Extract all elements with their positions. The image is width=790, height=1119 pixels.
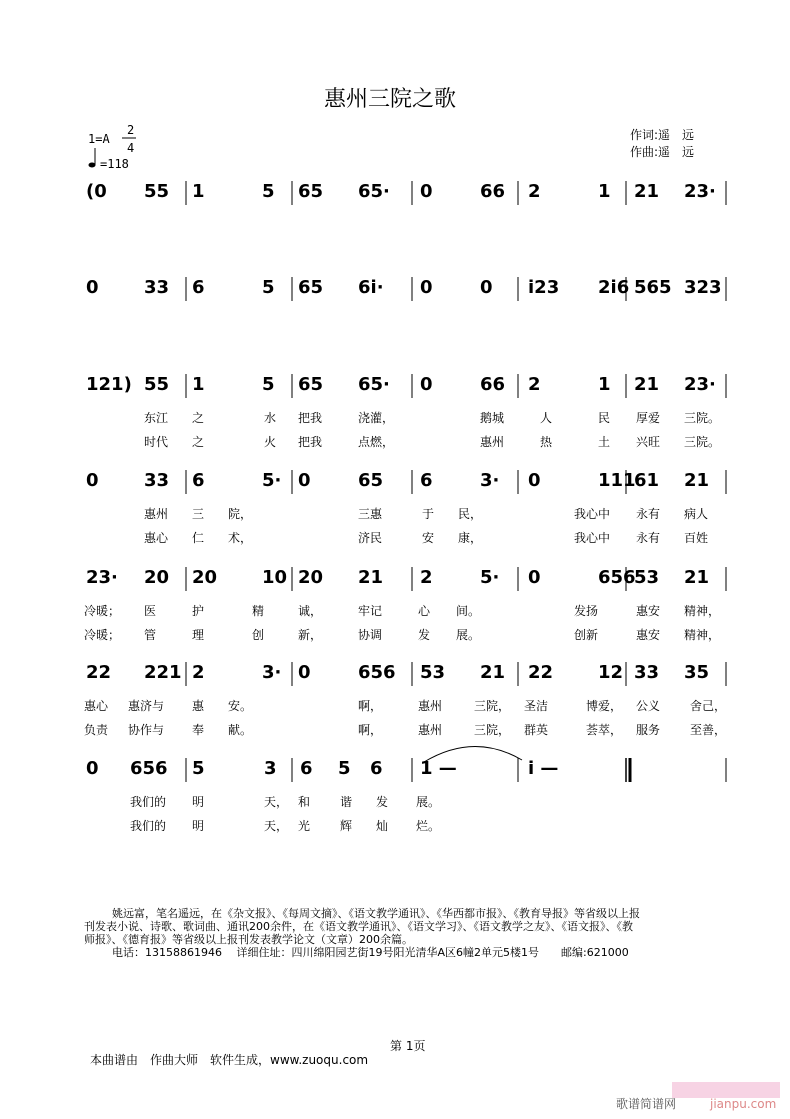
lyric: 精神， bbox=[684, 604, 721, 618]
note: 61 bbox=[634, 470, 660, 491]
lyric: 安 bbox=[422, 531, 435, 545]
lyric: 仁 bbox=[192, 531, 205, 545]
note: 6 bbox=[370, 758, 383, 779]
lyric: 民， bbox=[458, 507, 483, 521]
lyric: 创新 bbox=[574, 628, 599, 642]
bio-line: 刊发表小说、诗歌、歌词曲、通讯200余件，在《语文教学通讯》、《语文学习》、《语文教学之友》、《语文报》、《教 bbox=[84, 920, 633, 933]
note: 111 bbox=[598, 470, 636, 491]
lyric: 水 bbox=[264, 411, 277, 425]
note: 65· bbox=[358, 181, 390, 202]
lyric: 永有 bbox=[636, 507, 661, 521]
note: 33 bbox=[634, 662, 660, 683]
note: 21 bbox=[634, 374, 660, 395]
lyric: 三惠 bbox=[358, 507, 383, 521]
lyric: 我心中 bbox=[574, 531, 611, 545]
score-line bbox=[86, 277, 726, 301]
lyric: 火 bbox=[264, 435, 277, 449]
lyric: 烂。 bbox=[416, 819, 441, 833]
lyric: 发 bbox=[418, 628, 431, 642]
bio-line: 师报》、《德育报》等省级以上报刊发表教学论文（文章）200余篇。 bbox=[84, 933, 413, 946]
lyric: 心 bbox=[418, 604, 431, 618]
note: 66 bbox=[480, 374, 506, 395]
time-numerator: 2 bbox=[127, 123, 135, 137]
note: 5 bbox=[262, 374, 275, 395]
note: i — bbox=[528, 758, 559, 779]
note: (0 bbox=[86, 181, 107, 202]
note: 22 bbox=[86, 662, 112, 683]
lyric: 发 bbox=[376, 795, 389, 809]
lyric: 三院。 bbox=[684, 411, 721, 425]
lyric: 博爱， bbox=[586, 699, 623, 713]
note: 1 bbox=[598, 374, 611, 395]
note: 0 bbox=[528, 470, 541, 491]
note: 0 bbox=[528, 567, 541, 588]
lyric: 惠安 bbox=[636, 604, 661, 618]
score-line bbox=[86, 470, 726, 545]
lyric: 天， bbox=[264, 795, 289, 809]
note: 20 bbox=[298, 567, 324, 588]
note: 66 bbox=[480, 181, 506, 202]
lyric: 热 bbox=[540, 435, 553, 449]
note: 33 bbox=[144, 277, 170, 298]
lyric: 之 bbox=[192, 435, 205, 449]
lyric: 天， bbox=[264, 819, 289, 833]
lyric: 三院， bbox=[474, 723, 511, 737]
lyric: 奉 bbox=[192, 723, 205, 737]
note: 5 bbox=[262, 277, 275, 298]
note: 23· bbox=[86, 567, 118, 588]
note: 2i6 bbox=[598, 277, 630, 298]
note: 20 bbox=[192, 567, 218, 588]
note: 0 bbox=[420, 277, 433, 298]
note: 3· bbox=[262, 662, 282, 683]
note: 21 bbox=[480, 662, 506, 683]
watermark bbox=[616, 1082, 780, 1111]
lyric: 时代 bbox=[144, 435, 169, 449]
note: 20 bbox=[144, 567, 170, 588]
note: 35 bbox=[684, 662, 710, 683]
lyric: 把我 bbox=[298, 435, 323, 449]
lyric: 协调 bbox=[358, 628, 383, 642]
lyric: 三 bbox=[192, 507, 205, 521]
song-title: 惠州三院之歌 bbox=[323, 87, 457, 112]
lyric: 协作与 bbox=[128, 723, 165, 737]
note: 323 bbox=[684, 277, 722, 298]
note: 21 bbox=[634, 181, 660, 202]
note: 21 bbox=[684, 470, 710, 491]
lyric: 病人 bbox=[684, 507, 709, 521]
lyric: 创 bbox=[252, 628, 265, 642]
score-line bbox=[84, 567, 726, 642]
note: 3· bbox=[480, 470, 500, 491]
note: 5 bbox=[338, 758, 351, 779]
note: 2 bbox=[192, 662, 205, 683]
lyric: 舍己， bbox=[690, 699, 727, 713]
lyric: 惠安 bbox=[636, 628, 661, 642]
lyric: 光 bbox=[298, 819, 311, 833]
note: 6 bbox=[300, 758, 313, 779]
note: 0 bbox=[298, 470, 311, 491]
lyric: 荟萃， bbox=[586, 723, 623, 737]
svg-text:歌谱简谱网: 歌谱简谱网 bbox=[616, 1097, 677, 1111]
lyric: 之 bbox=[192, 411, 205, 425]
lyric: 惠州 bbox=[144, 507, 169, 521]
generator-note: 本曲谱由 作曲大师 软件生成，www.zuoqu.com bbox=[90, 1053, 369, 1067]
lyric: 诚， bbox=[298, 604, 323, 618]
note: 6 bbox=[420, 470, 433, 491]
note: 221 bbox=[144, 662, 182, 683]
lyric: 惠济与 bbox=[128, 699, 165, 713]
lyric: 院， bbox=[228, 507, 253, 521]
lyric: 精神， bbox=[684, 628, 721, 642]
note: 656 bbox=[130, 758, 168, 779]
note: 12 bbox=[598, 662, 624, 683]
score-line bbox=[84, 662, 726, 737]
note: 2 bbox=[528, 374, 541, 395]
lyric: 惠 bbox=[192, 699, 205, 713]
lyric: 理 bbox=[192, 628, 205, 642]
page-number: 第 1页 bbox=[390, 1039, 426, 1053]
note: 1 bbox=[192, 181, 205, 202]
lyric: 新， bbox=[298, 628, 323, 642]
lyric: 我们的 bbox=[130, 795, 167, 809]
contact-line: 电话：13158861946 详细住址：四川绵阳园艺街19号阳光清华A区6幢2单元5楼1号 邮编:621000 bbox=[112, 946, 629, 959]
bio-line: 姚远富，笔名遥远，在《杂文报》、《每周文摘》、《语文教学通讯》、《华西都市报》、《教育导报》等省级以上报 bbox=[112, 907, 640, 920]
lyric: 群英 bbox=[524, 723, 549, 737]
tempo: =118 bbox=[100, 157, 129, 171]
note: 0 bbox=[480, 277, 493, 298]
lyric: 点燃， bbox=[358, 435, 395, 449]
lyricist: 作词:遥 远 bbox=[630, 128, 695, 142]
lyric: 百姓 bbox=[684, 531, 709, 545]
lyric: 我们的 bbox=[130, 819, 167, 833]
note: 65 bbox=[298, 374, 324, 395]
lyric: 冷暖； bbox=[84, 604, 121, 618]
quarter-note-icon bbox=[89, 163, 96, 168]
note: 65 bbox=[298, 181, 324, 202]
lyric: 管 bbox=[144, 628, 157, 642]
key-signature: 1=A bbox=[88, 132, 110, 146]
score-line bbox=[86, 181, 726, 205]
lyric: 土 bbox=[598, 435, 611, 449]
lyric: 术， bbox=[228, 531, 253, 545]
note: 0 bbox=[86, 758, 99, 779]
note: 23· bbox=[684, 181, 716, 202]
lyric: 兴旺 bbox=[636, 435, 661, 449]
note: 6 bbox=[192, 277, 205, 298]
lyric: 我心中 bbox=[574, 507, 611, 521]
lyric: 三院， bbox=[474, 699, 511, 713]
note: 656 bbox=[358, 662, 396, 683]
lyric: 辉 bbox=[340, 819, 353, 833]
lyric: 负责 bbox=[84, 723, 109, 737]
note: 33 bbox=[144, 470, 170, 491]
note: 0 bbox=[86, 277, 99, 298]
lyric: 医 bbox=[144, 604, 157, 618]
note: 55 bbox=[144, 181, 170, 202]
lyric: 冷暖； bbox=[84, 628, 121, 642]
lyric: 和 bbox=[298, 795, 311, 809]
note: 65 bbox=[358, 470, 384, 491]
lyric: 东江 bbox=[144, 411, 169, 425]
lyric: 牢记 bbox=[358, 604, 383, 618]
note: 0 bbox=[298, 662, 311, 683]
lyric: 明 bbox=[192, 795, 205, 809]
lyric: 献。 bbox=[228, 723, 253, 737]
lyric: 民 bbox=[598, 411, 611, 425]
note: 21 bbox=[358, 567, 384, 588]
lyric: 发扬 bbox=[574, 604, 599, 618]
lyric: 把我 bbox=[298, 411, 323, 425]
note: 22 bbox=[528, 662, 554, 683]
lyric: 厚爱 bbox=[636, 411, 661, 425]
lyric: 服务 bbox=[636, 723, 661, 737]
note: 10 bbox=[262, 567, 288, 588]
lyric: 济民 bbox=[358, 531, 383, 545]
lyric: 谐 bbox=[340, 795, 353, 809]
lyric: 间。 bbox=[456, 604, 481, 618]
note: 0 bbox=[86, 470, 99, 491]
note: 5 bbox=[192, 758, 205, 779]
score-line bbox=[86, 758, 726, 833]
lyric: 康， bbox=[458, 531, 483, 545]
note: 55 bbox=[144, 374, 170, 395]
note: 1 — bbox=[420, 758, 457, 779]
note: 2 bbox=[528, 181, 541, 202]
note: 565 bbox=[634, 277, 672, 298]
lyric: 惠心 bbox=[144, 531, 169, 545]
lyric: 啊， bbox=[358, 723, 383, 737]
lyric: 于 bbox=[422, 507, 435, 521]
note: 53 bbox=[634, 567, 660, 588]
lyric: 惠州 bbox=[418, 723, 443, 737]
note: 53 bbox=[420, 662, 446, 683]
svg-text:jianpu.com: jianpu.com bbox=[710, 1097, 777, 1111]
note: 656 bbox=[598, 567, 636, 588]
lyric: 展。 bbox=[456, 628, 481, 642]
note: 121) bbox=[86, 374, 132, 395]
lyric: 永有 bbox=[636, 531, 661, 545]
note: 5 bbox=[262, 181, 275, 202]
lyric: 三院。 bbox=[684, 435, 721, 449]
note: 0 bbox=[420, 181, 433, 202]
lyric: 明 bbox=[192, 819, 205, 833]
lyric: 精 bbox=[252, 604, 265, 618]
lyric: 安。 bbox=[228, 699, 253, 713]
note: 5· bbox=[262, 470, 282, 491]
composer: 作曲:遥 远 bbox=[630, 145, 695, 159]
note: 2 bbox=[420, 567, 433, 588]
lyric: 灿 bbox=[376, 819, 389, 833]
lyric: 公义 bbox=[636, 699, 661, 713]
lyric: 惠心 bbox=[84, 699, 109, 713]
note: 65 bbox=[298, 277, 324, 298]
note: 23· bbox=[684, 374, 716, 395]
note: 6i· bbox=[358, 277, 384, 298]
note: 3 bbox=[264, 758, 277, 779]
lyric: 啊， bbox=[358, 699, 383, 713]
note: 1 bbox=[192, 374, 205, 395]
note: 1 bbox=[598, 181, 611, 202]
lyric: 浇灌， bbox=[358, 411, 395, 425]
lyric: 惠州 bbox=[418, 699, 443, 713]
lyric: 惠州 bbox=[480, 435, 505, 449]
score-line bbox=[86, 374, 726, 449]
lyric: 展。 bbox=[416, 795, 441, 809]
lyric: 鹅城 bbox=[480, 411, 505, 425]
note: i23 bbox=[528, 277, 560, 298]
score-lines bbox=[84, 181, 726, 833]
lyric: 人 bbox=[540, 411, 553, 425]
note: 0 bbox=[420, 374, 433, 395]
lyric: 护 bbox=[192, 604, 205, 618]
note: 6 bbox=[192, 470, 205, 491]
note: 65· bbox=[358, 374, 390, 395]
note: 5· bbox=[480, 567, 500, 588]
time-denominator: 4 bbox=[127, 141, 135, 155]
note: 21 bbox=[684, 567, 710, 588]
lyric: 圣洁 bbox=[524, 699, 549, 713]
lyric: 至善， bbox=[690, 723, 727, 737]
